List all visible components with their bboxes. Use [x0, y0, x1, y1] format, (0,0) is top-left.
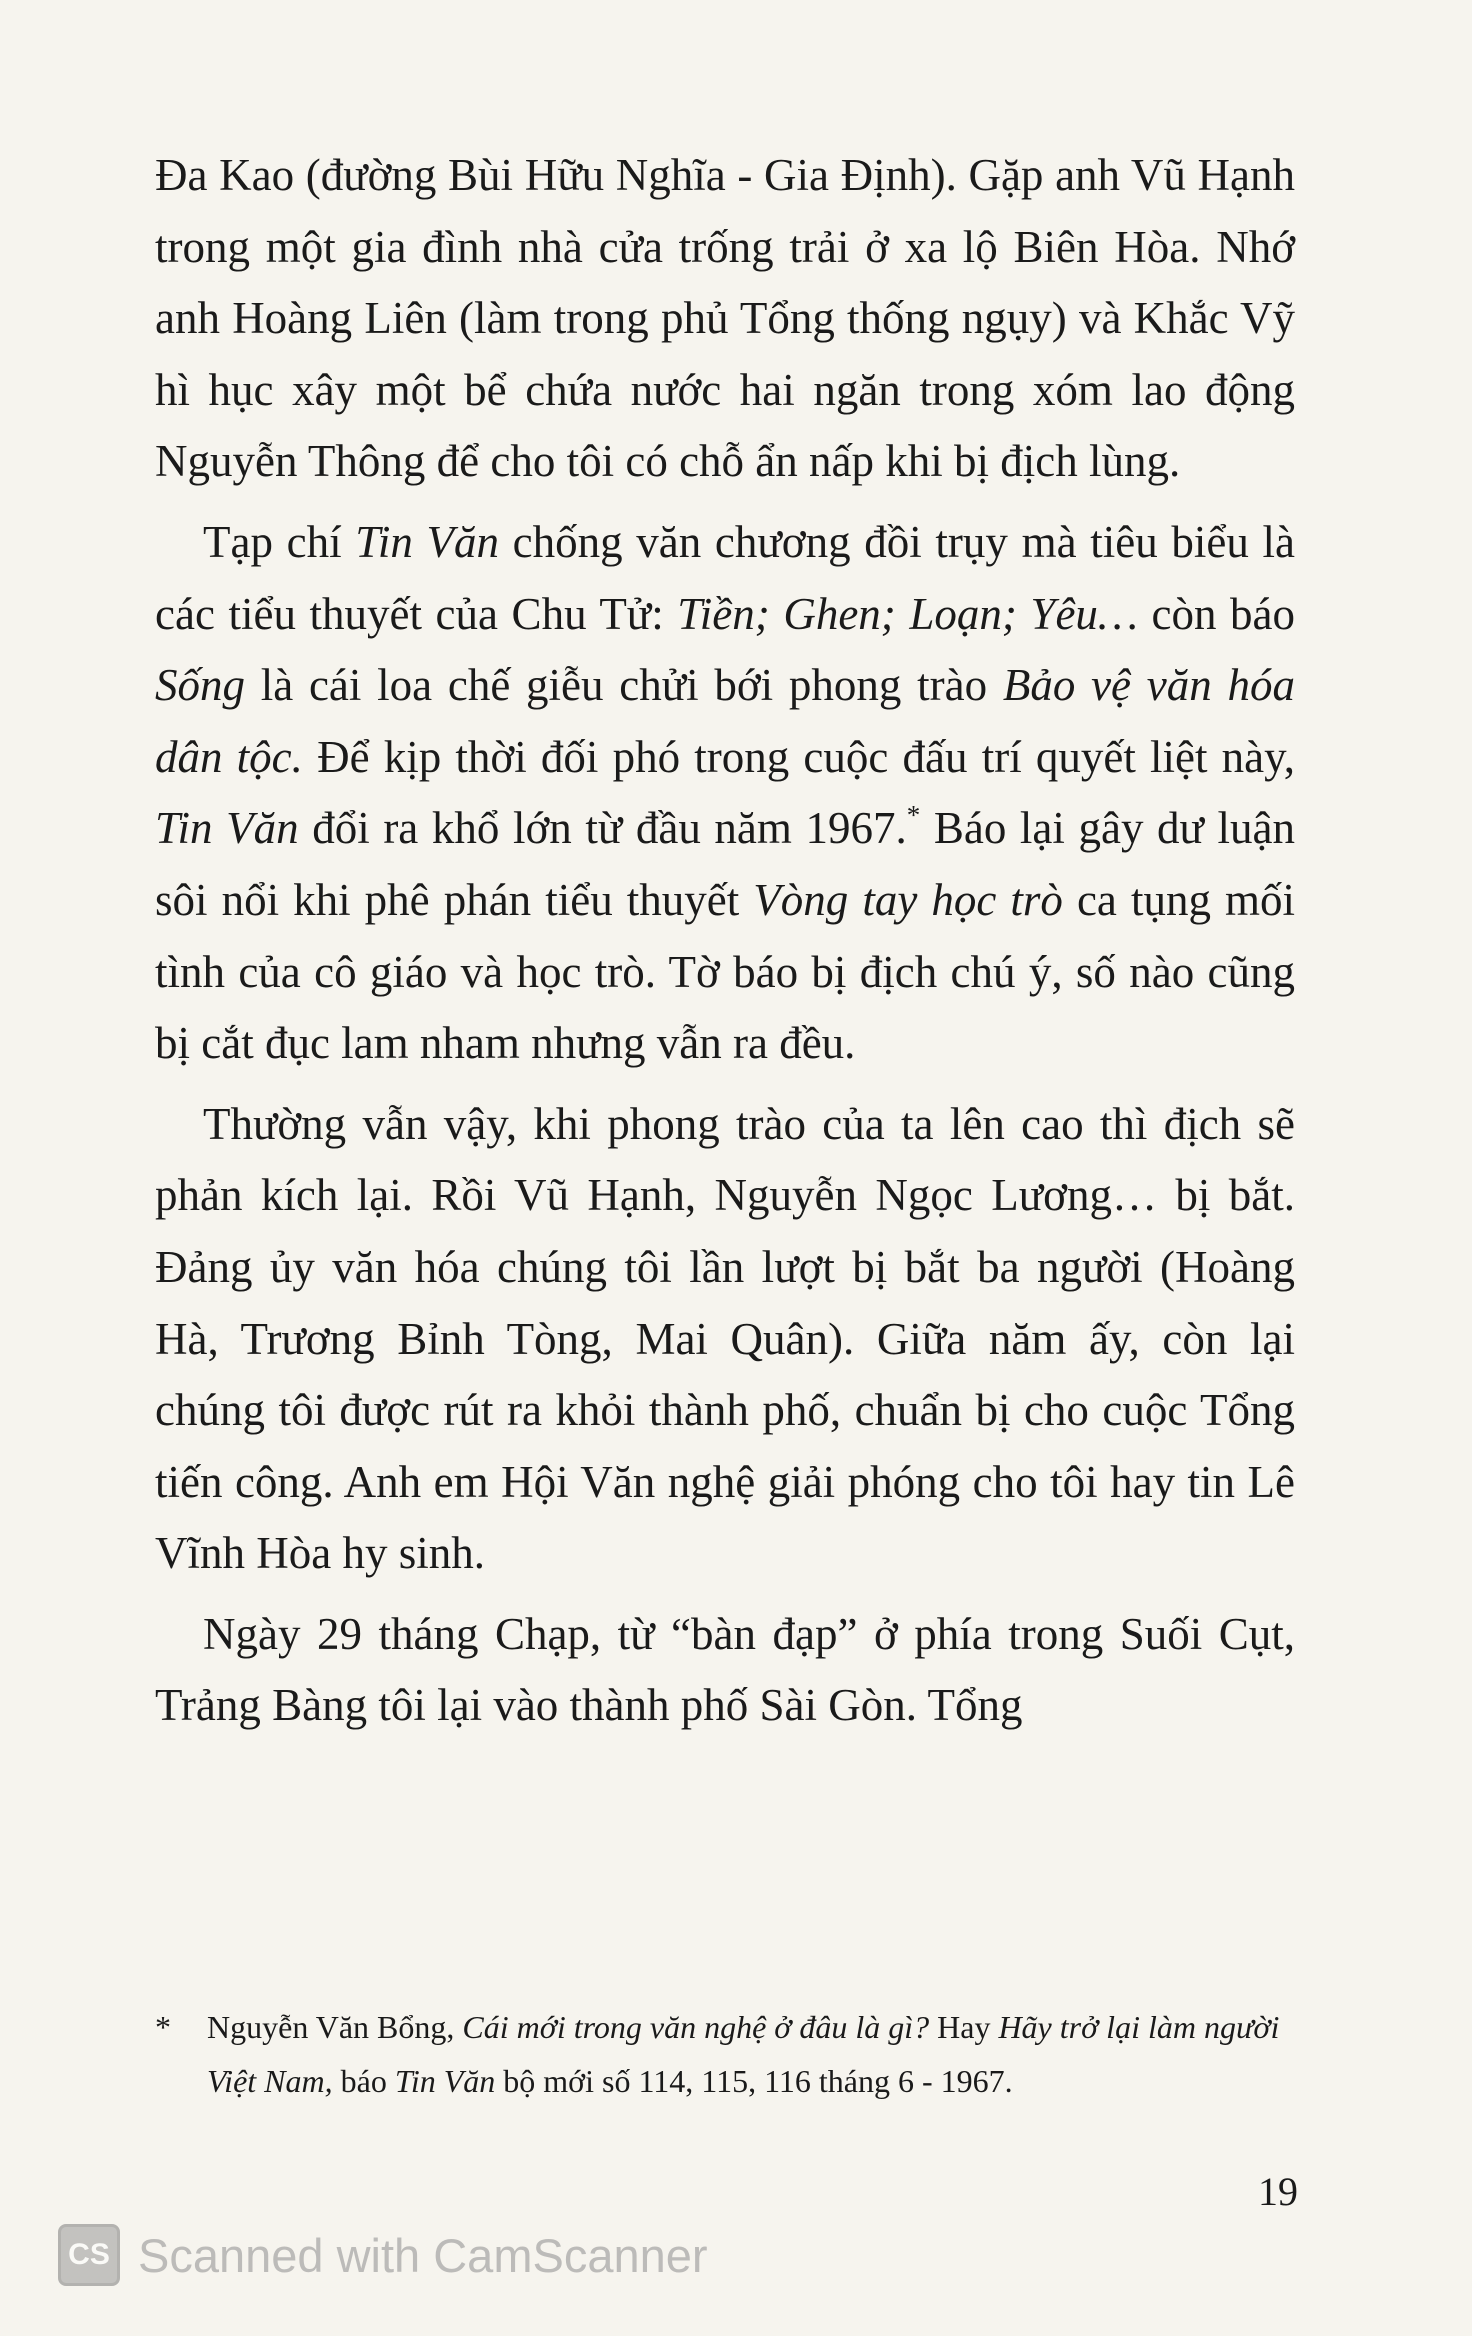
text-run: là cái loa chế giễu chửi bới phong trào	[245, 660, 1003, 711]
paragraph	[155, 507, 1295, 1080]
text-run: đổi ra khổ lớn từ đầu năm 1967.	[298, 803, 907, 854]
text-run: Nguyễn Văn Bổng,	[207, 2009, 463, 2045]
italic-run: Tin Văn	[355, 516, 499, 567]
italic-run: Cái mới trong văn nghệ ở đâu là gì?	[462, 2009, 930, 2045]
italic-run: Tiền; Ghen; Loạn; Yêu…	[677, 588, 1138, 639]
italic-run: Tin Văn	[155, 803, 299, 854]
text-run: Tạp chí	[203, 516, 356, 567]
body-text	[155, 140, 1295, 1742]
italic-run: Hãy trở lại làm người Việt Nam,	[207, 2009, 1280, 2099]
italic-run: Tin Văn	[394, 2063, 496, 2099]
watermark-text: Scanned with CamScanner	[138, 2228, 708, 2282]
text-run: báo	[332, 2063, 395, 2099]
text-run: Để kịp thời đối phó trong cuộc đấu trí quyết liệt này,	[302, 731, 1295, 782]
text-run: Báo lại gây dư luận sôi nổi khi phê phán tiểu thuyết	[155, 803, 1295, 925]
footnote-ref: *	[906, 800, 921, 831]
italic-run: Bảo vệ văn hóa dân tộc.	[155, 660, 1295, 782]
camscanner-logo-icon: CS	[58, 2224, 120, 2286]
paragraph	[155, 1599, 1295, 1742]
paragraph	[155, 1089, 1295, 1590]
page-number: 19	[1258, 2169, 1298, 2214]
paragraph	[155, 140, 1295, 498]
footnote-text	[207, 2000, 1295, 2108]
text-run: ca tụng mối tình của cô giáo và học trò. Tờ báo bị địch chú ý, số nào cũng bị cắt đục lam nham nhưng vẫn ra đều.	[155, 874, 1295, 1069]
italic-run: Sống	[155, 660, 245, 711]
italic-run: Vòng tay học trò	[753, 874, 1063, 925]
scanner-watermark	[58, 2224, 708, 2286]
text-run: bộ mới số 114, 115, 116 tháng 6 - 1967.	[495, 2063, 1013, 2099]
footnote-marker: *	[155, 2009, 171, 2045]
text-run: Thường vẫn vậy, khi phong trào của ta lên cao thì địch sẽ phản kích lại. Rồi Vũ Hạnh, Nguyễn Ngọc Lương… bị bắt. Đảng ủy văn hóa chúng tôi lần lượt bị bắt ba người (Hoàng Hà, Trương Bỉnh Tòng, Mai Quân). Giữa năm ấy, còn lại chúng tôi được rút ra khỏi thành phố, chuẩn bị cho cuộc Tổng tiến công. Anh em Hội Văn nghệ giải phóng cho tôi hay tin Lê Vĩnh Hòa hy sinh.	[155, 1098, 1295, 1579]
text-run: còn báo	[1137, 588, 1296, 639]
footnote	[155, 2000, 1295, 2108]
text-run: chống văn chương đồi trụy mà tiêu biểu là các tiểu thuyết của Chu Tử:	[155, 516, 1295, 639]
text-run: Ngày 29 tháng Chạp, từ “bàn đạp” ở phía trong Suối Cụt, Trảng Bàng tôi lại vào thành phố Sài Gòn. Tổng	[155, 1608, 1295, 1731]
text-run: Hay	[929, 2009, 999, 2045]
text-run: Đa Kao (đường Bùi Hữu Nghĩa - Gia Định). Gặp anh Vũ Hạnh trong một gia đình nhà cửa trống trải ở xa lộ Biên Hòa. Nhớ anh Hoàng Liên (làm trong phủ Tổng thống ngụy) và Khắc Vỹ hì hục xây một bể chứa nước hai ngăn trong xóm lao động Nguyễn Thông để cho tôi có chỗ ẩn nấp khi bị địch lùng.	[155, 150, 1295, 487]
